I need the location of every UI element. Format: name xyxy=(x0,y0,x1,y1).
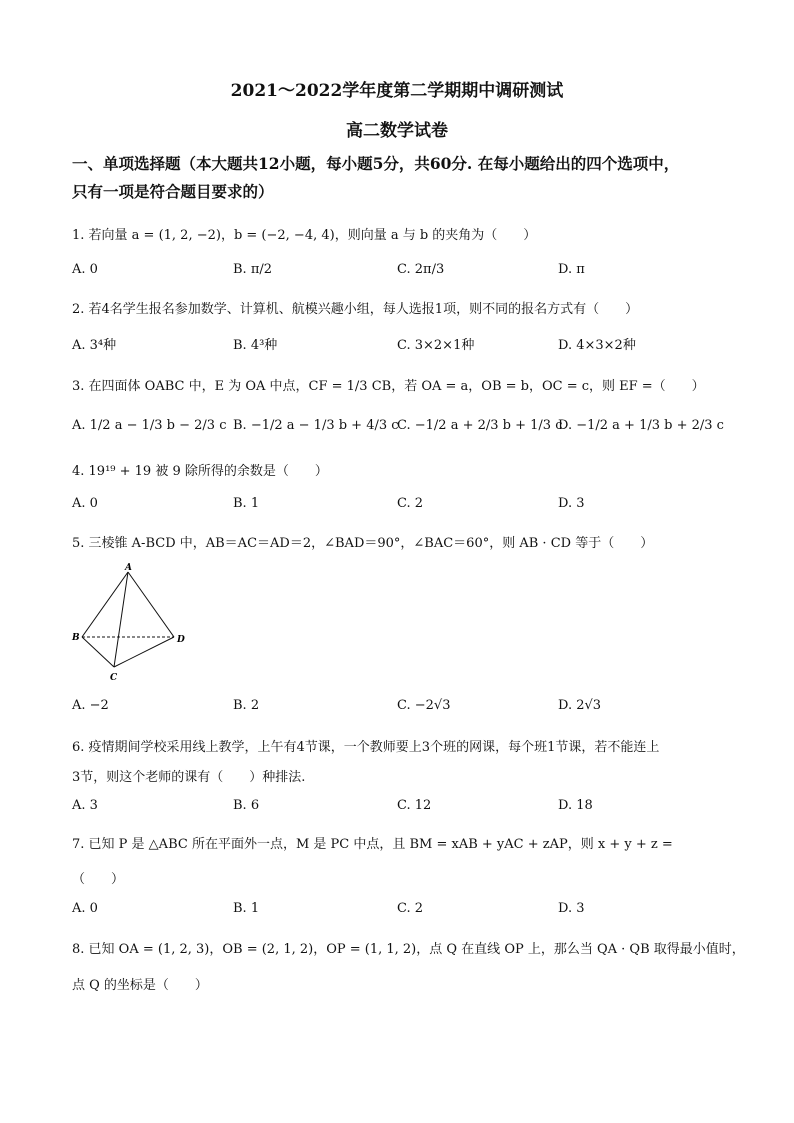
q7-option-a: A. 0 xyxy=(72,901,98,916)
question-6-stem-line2: 3节，则这个老师的课有（ ）种排法. xyxy=(72,770,306,785)
edge-bc xyxy=(82,637,114,667)
question-8-stem-line2: 点 Q 的坐标是（ ） xyxy=(72,978,208,993)
q3-option-c: C. −1/2 a + 2/3 b + 1/3 c xyxy=(397,418,563,433)
q5-option-b: B. 2 xyxy=(233,698,260,713)
q4-option-a: A. 0 xyxy=(72,496,98,511)
q1-option-a: A. 0 xyxy=(72,262,98,277)
question-1-stem: 1. 若向量 a = (1, 2, −2)，b = (−2, −4, 4)，则向量 a 与 b 的夹角为（ ） xyxy=(72,228,537,243)
q1-option-c: C. 2π/3 xyxy=(397,262,445,277)
section-heading-line2: 只有一项是符合题目要求的） xyxy=(72,182,274,201)
vertex-label-c: C xyxy=(110,673,118,683)
edge-ad xyxy=(128,572,174,637)
vertex-label-a: A xyxy=(125,563,132,573)
q2-option-a: A. 3⁴种 xyxy=(72,338,117,353)
question-2-stem: 2. 若4名学生报名参加数学、计算机、航模兴趣小组，每人选报1项，则不同的报名方式有（ ） xyxy=(72,302,639,317)
q7-option-d: D. 3 xyxy=(558,901,585,916)
question-7-stem-line2: （ ） xyxy=(72,872,125,887)
question-4-stem: 4. 19¹⁹ + 19 被 9 除所得的余数是（ ） xyxy=(72,464,328,479)
q5-option-a: A. −2 xyxy=(72,698,109,713)
q6-option-b: B. 6 xyxy=(233,798,260,813)
q5-option-c: C. −2√3 xyxy=(397,698,451,713)
q2-option-d: D. 4×3×2种 xyxy=(558,338,636,353)
q1-option-d: D. π xyxy=(558,262,585,277)
q5-option-d: D. 2√3 xyxy=(558,698,602,713)
q6-option-a: A. 3 xyxy=(72,798,98,813)
section-heading-line1: 一、单项选择题（本大题共12小题，每小题5分，共60分. 在每小题给出的四个选项中， xyxy=(72,154,680,173)
tetrahedron-figure xyxy=(70,562,190,684)
q4-option-d: D. 3 xyxy=(558,496,585,511)
q2-option-c: C. 3×2×1种 xyxy=(397,338,475,353)
question-8-stem-line1: 8. 已知 OA = (1, 2, 3)，OB = (2, 1, 2)，OP = (1, 1, 2)，点 Q 在直线 OP 上，那么当 QA · QB 取得最小值时， xyxy=(72,942,745,957)
question-7-stem-line1: 7. 已知 P 是 △ABC 所在平面外一点，M 是 PC 中点，且 BM = xAB + yAC + zAP，则 x + y + z = xyxy=(72,837,673,852)
edge-ab xyxy=(82,572,128,637)
q4-option-b: B. 1 xyxy=(233,496,260,511)
vertex-label-d: D xyxy=(177,635,185,645)
edge-ac xyxy=(114,572,128,667)
q6-option-d: D. 18 xyxy=(558,798,593,813)
q3-option-a: A. 1/2 a − 1/3 b − 2/3 c xyxy=(72,418,227,433)
question-5-stem: 5. 三棱锥 A-BCD 中，AB＝AC＝AD＝2，∠BAD＝90°，∠BAC＝60°，则 AB · CD 等于（ ） xyxy=(72,536,654,551)
q6-option-c: C. 12 xyxy=(397,798,432,813)
q1-option-b: B. π/2 xyxy=(233,262,273,277)
q3-option-b: B. −1/2 a − 1/3 b + 4/3 c xyxy=(233,418,399,433)
q2-option-b: B. 4³种 xyxy=(233,338,278,353)
q7-option-c: C. 2 xyxy=(397,901,424,916)
vertex-label-b: B xyxy=(72,633,80,643)
exam-title: 2021～2022学年度第二学期期中调研测试 xyxy=(230,81,564,101)
q4-option-c: C. 2 xyxy=(397,496,424,511)
question-6-stem-line1: 6. 疫情期间学校采用线上教学，上午有4节课，一个教师要上3个班的网课，每个班1节课，若不能连上 xyxy=(72,740,660,755)
exam-subtitle: 高二数学试卷 xyxy=(346,121,448,141)
q3-option-d: D. −1/2 a + 1/3 b + 2/3 c xyxy=(558,418,724,433)
question-3-stem: 3. 在四面体 OABC 中，E 为 OA 中点，CF = 1/3 CB，若 OA = a，OB = b，OC = c，则 EF =（ ） xyxy=(72,379,705,394)
edge-cd xyxy=(114,637,174,667)
q7-option-b: B. 1 xyxy=(233,901,260,916)
